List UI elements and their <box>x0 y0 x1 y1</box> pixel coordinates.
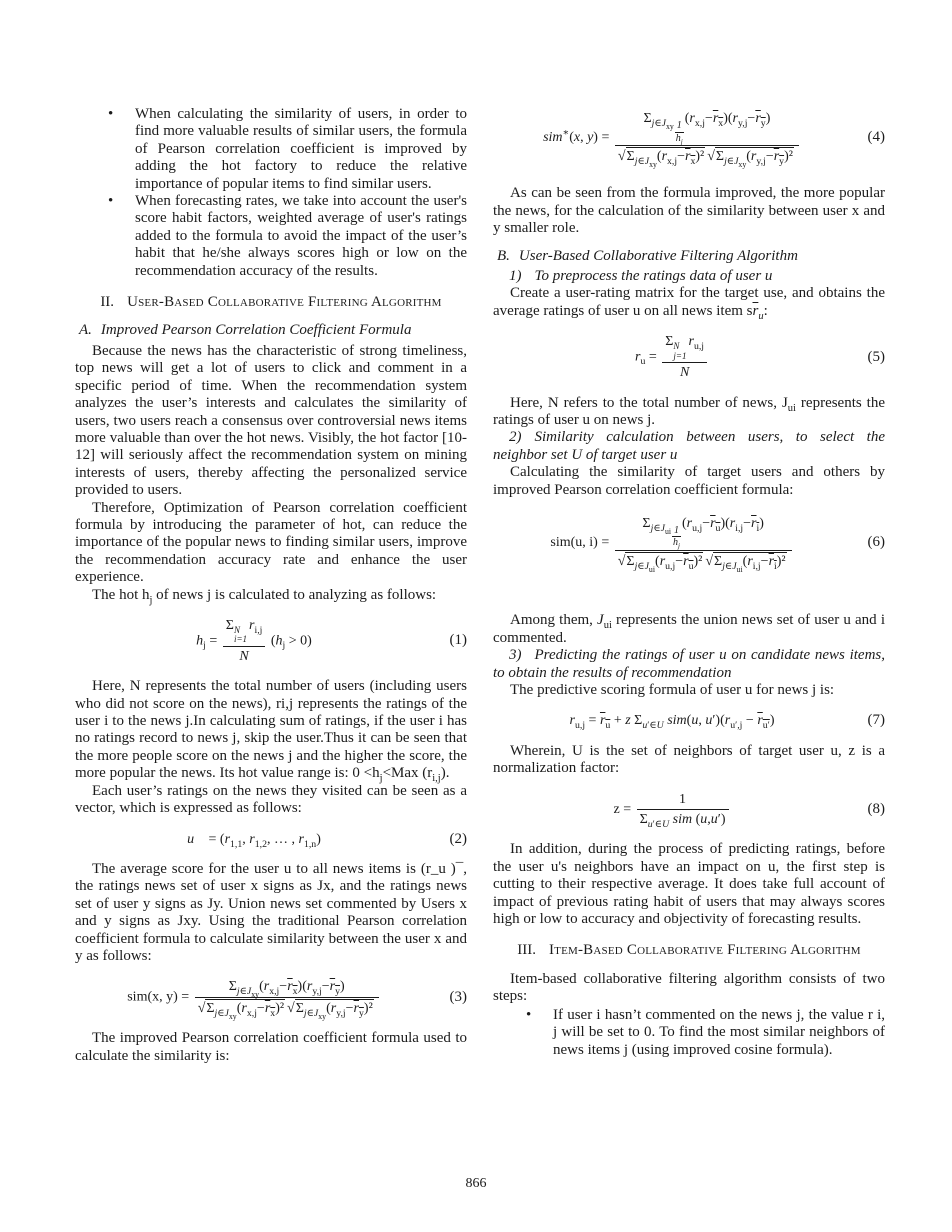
equation-body: u⃗ = ($r_{1,1}$, $r_{1,2}$, … , $r_{1,n}$) <box>187 831 321 850</box>
right-column <box>493 106 885 1065</box>
equation-body: sim(x, y) = $\frac{\Sigma_{j\in J_{xy}}(r_{x,j}-r_x)(r_{y,j}-r_y)}{√\Sigma_{j\in J_{xy}}(r_{x,j}-r_x)^2 √\Sigma_{j\in J_{xy}}(r_{y,j}-r_y)^2}$ <box>75 978 433 1017</box>
paragraph: Here, N represents the total number of users (including users who did not score on the news), ri,j represents the ratings of the user i to the news j.In calculating sum of ratings, if the user i has no ratings record to news j, skip the user.Thus it can be seen that the more people score on the news j and the higher the score, the more popular the news. Its hot value range is: $0 <h_j<Max$ $(r_{i,j})$. <box>75 678 467 785</box>
paragraph: In addition, during the process of predicting ratings, before the user u's neighbors have an impact on u, the first step is cutting to their respective average. It does take full account of impact of previous rating habit of users that may always scores high or low to accuracy and objectivity of forecasting results. <box>493 841 885 928</box>
section-number: III. <box>517 942 536 959</box>
section-iii-heading <box>493 942 885 959</box>
equation-2 <box>75 831 467 848</box>
equation-5 <box>493 333 885 381</box>
paragraph: Therefore, Optimization of Pearson correlation coefficient formula by introducing the parameter of hot, can reduce the importance of the popular news to finding similar users, improve the recommendation accuracy rate and enhance the user experience. <box>75 499 467 586</box>
equation-number: (4) <box>867 129 885 145</box>
equation-8 <box>493 791 885 829</box>
equation-body: $r_{u,j} = r_u + z$ $\Sigma_{u'\in U}$ sim(u, $u')(r_{u',j} - r_{u'})$ <box>569 713 775 732</box>
equation-body: sim(u, i) = $\Sigma_{j\in J_{ui}}$ $\frac{1}{h_j}$ $(r_{u,j}-r_u)(r_{i,j}-r_i)$ $√\Sigma_{j\in J_{ui}}(r_{u,j}-r_u)^2$ $√\Sigma_{j\in J_{ui}}(r_{i,j}-r_i)^2$ <box>493 515 851 570</box>
equation-7 <box>493 712 885 732</box>
paragraph: Each user’s ratings on the news they visited can be seen as a vector, which is expressed as follows: <box>75 782 467 817</box>
equation-6 <box>493 515 885 574</box>
subheading-number: 1) <box>509 268 522 285</box>
subheading-title: To preprocess the ratings data of user u <box>534 268 773 285</box>
section-title: User-Based Collaborative Filtering Algorithm <box>127 294 442 311</box>
section-number: II. <box>100 294 115 311</box>
paragraph: The improved Pearson correlation coefficient formula used to calculate the similarity is: <box>75 1030 467 1064</box>
equation-number: (2) <box>449 830 467 847</box>
paragraph: As can be seen from the formula improved, the more popular the news, for the calculation of the similarity between user x and y smaller role. <box>493 185 885 237</box>
paragraph: Here, N refers to the total number of news, $J_{ui}$ represents the ratings of user u on news j. <box>493 394 885 428</box>
equation-number: (6) <box>867 533 885 550</box>
paragraph: Because the news has the characteristic of strong timeliness, top news will get a lot of users to click and comment in a specific period of time. When the recommendation system analyzes the user’s interests and calculates the similarity of users, two users reach a consensus over controversial news items more valuable than over the hot news. Visibly, the hot factor [10-12] will seriously affect the recommendation system on mining interests of users, thereby affecting the personalized service provided to users. <box>75 342 467 499</box>
subsection-title: User-Based Collaborative Filtering Algorithm <box>518 247 798 264</box>
equation-body: $h_j$ = Σ N i=1 $r_{i,j}$ N $(h_j > 0)$ <box>196 617 312 664</box>
paragraph: The hot $h_j$ of news j is calculated to analyzing as follows: <box>92 586 437 606</box>
equation-number: (1) <box>449 632 467 649</box>
subheading-title: Predicting the ratings of user u on candidate news items, to obtain the results of recommendation <box>493 647 885 681</box>
paragraph: The average score for the user u to all news items is (r_u )¯, the ratings news set of user x signs as Jx, and the ratings news set of user y signs as Jy. Union news set commented by Users x and y signs as Jxy. Using the traditional Pearson correlation coefficient formula to calculate similarity between the user x and y as follows: <box>75 860 467 964</box>
subheading-number: 2) <box>509 429 522 446</box>
equation-1 <box>75 617 467 665</box>
equation-body: z = $\frac{1}{\Sigma_{u'\in U} sim (u,u')}$ <box>493 791 851 829</box>
equation-body: $r_u$ = Σ N j=1 $r_{u,j}$ N <box>493 333 851 381</box>
paragraph: Wherein, U is the set of neighbors of target user u, z is a normalization factor: <box>493 742 885 777</box>
equation-number: (5) <box>867 348 885 365</box>
subsection-title: Improved Pearson Correlation Coefficient Formula <box>100 322 412 339</box>
two-column-layout <box>75 106 885 1065</box>
paragraph: Item-based collaborative filtering algorithm consists of two steps: <box>493 970 885 1005</box>
equation-4 <box>493 110 885 169</box>
equation-number: (3) <box>449 989 467 1006</box>
section-title: Item-Based Collaborative Filtering Algorithm <box>548 942 861 959</box>
paragraph: The predictive scoring formula of user u for news j is: <box>510 682 835 698</box>
paragraph: Create a user-rating matrix for the target use, and obtains the average ratings of user u on all news item $s\overline{r}_u$: <box>493 285 885 322</box>
bullet-list <box>493 1007 885 1059</box>
subheading-title: Similarity calculation between users, to select the neighbor set U of target user u <box>493 429 885 463</box>
equation-number: (8) <box>867 800 885 817</box>
paragraph: Among them, $J_{ui}$ represents the union news set of user u and i commented. <box>493 612 885 646</box>
list-item: • If user i hasn’t commented on the news j, the value r i, j will be set to 0. To find the most similar neighbors of news items j (using improved cosine formula). <box>553 1007 885 1059</box>
subsection-letter: A. <box>79 322 92 339</box>
section-ii-heading <box>75 294 467 311</box>
subsection-b-heading <box>493 248 885 265</box>
list-item: • When forecasting rates, we take into account the user's score habit factors, weighted average of user's ratings added to the formula to avoid the impact of the user’s habit that he/she always scores high or low on the recommendation accuracy of the results. <box>135 193 467 280</box>
left-column <box>75 106 467 1065</box>
equation-body: sim∗(x, y) = $\Sigma_{j\in J_{xy}}$ $\frac{1}{h_j}$ $(r_{x,j}-r_x)(r_{y,j}-r_y)$ $√\Sigma_{j\in J_{xy}}(r_{x,j}-r_x)^2$ $√\Sigma_{j\in J_{xy}}(r_{y,j}-r_y)^2$ <box>493 110 851 165</box>
subsection-a-heading <box>75 322 467 339</box>
equation-number: (7) <box>867 712 885 729</box>
list-item: • When calculating the similarity of users, in order to find more valuable results of similar users, the formula of Pearson correlation coefficient is improved by adding the hot factory to reduce the relative importance of popular items to find similar users. <box>135 106 467 193</box>
page-number: 866 <box>465 1176 487 1191</box>
paragraph: Calculating the similarity of target users and others by improved Pearson correlation coefficient formula: <box>493 464 885 498</box>
numbered-subheading-1 <box>493 268 885 285</box>
numbered-subheading-3 <box>493 647 885 682</box>
subheading-number: 3) <box>509 647 522 664</box>
bullet-list <box>75 106 467 280</box>
subsection-letter: B. <box>497 247 510 264</box>
equation-3 <box>75 978 467 1021</box>
numbered-subheading-2 <box>493 429 885 464</box>
